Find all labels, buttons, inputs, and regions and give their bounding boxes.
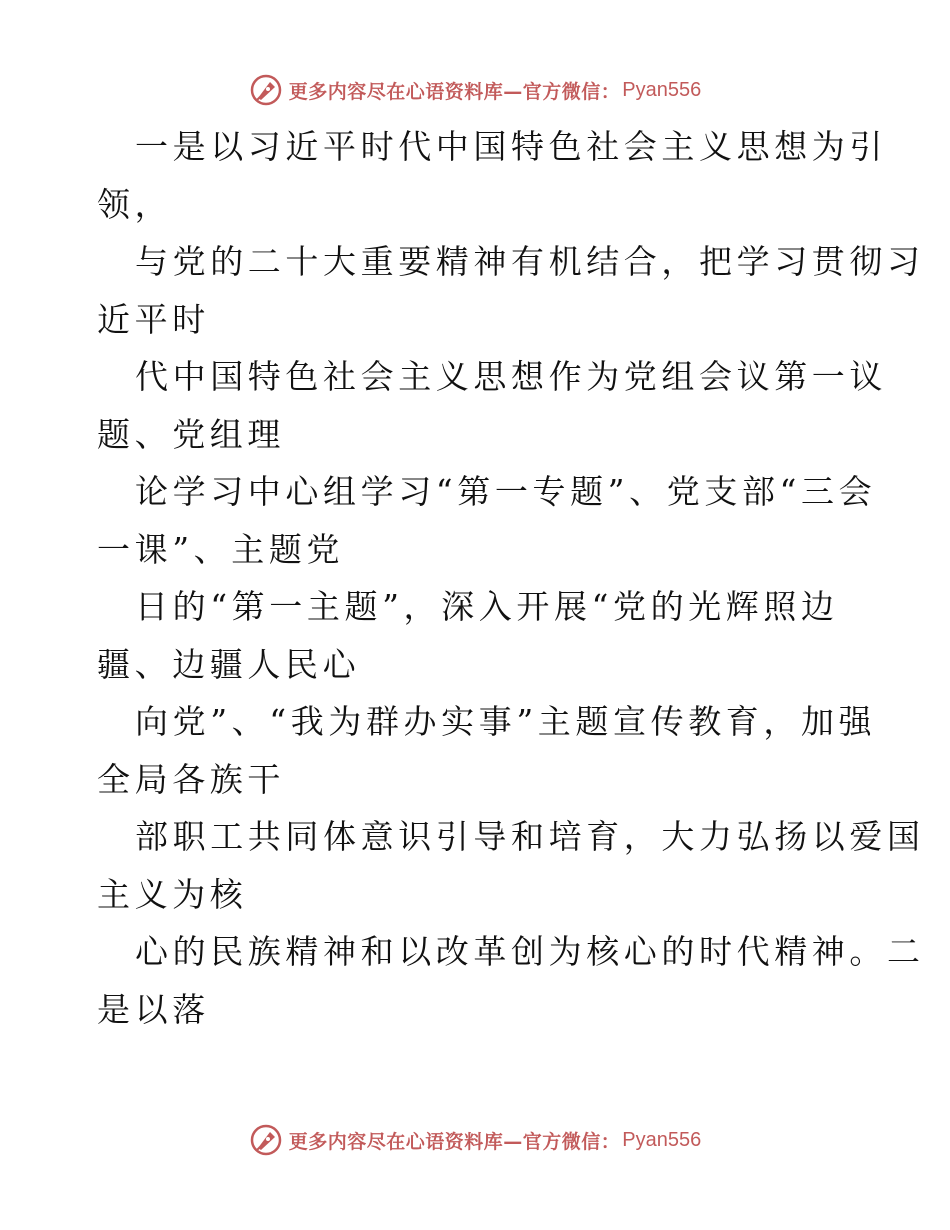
body-line: 向党”、“我为群办实事”主题宣传教育，加强 <box>135 702 877 741</box>
body-line: 近平时 <box>97 299 210 339</box>
body-line: 代中国特色社会主义思想作为党组会议第一议 <box>135 357 887 396</box>
pen-nib-logo-icon <box>249 73 283 107</box>
body-line: 一课”、主题党 <box>97 529 345 569</box>
watermark-text: 更多内容尽在心语资料库—官方微信： <box>288 1130 621 1153</box>
body-line: 与党的二十大重要精神有机结合，把学习贯彻习 <box>135 242 925 281</box>
pen-nib-logo-icon <box>249 1123 283 1157</box>
watermark-wechat-id: Pyan556 <box>622 1128 702 1151</box>
watermark-text: 更多内容尽在心语资料库—官方微信： <box>288 80 621 103</box>
header-watermark <box>0 70 950 110</box>
body-line: 日的“第一主题”，深入开展“党的光辉照边 <box>135 587 839 626</box>
body-line: 主义为核 <box>97 874 248 914</box>
body-line: 全局各族干 <box>97 759 285 799</box>
watermark-wechat-id: Pyan556 <box>622 78 702 101</box>
document-body <box>97 118 925 1038</box>
footer-watermark <box>0 1120 950 1160</box>
body-line: 题、党组理 <box>97 414 285 454</box>
body-line: 心的民族精神和以改革创为核心的时代精神。二 <box>135 932 925 971</box>
body-line: 论学习中心组学习“第一专题”、党支部“三会 <box>135 472 877 511</box>
body-line: 领， <box>97 184 173 224</box>
body-line: 一是以习近平时代中国特色社会主义思想为引 <box>135 127 887 166</box>
body-line: 疆、边疆人民心 <box>97 644 361 684</box>
body-line: 部职工共同体意识引导和培育，大力弘扬以爱国 <box>135 817 925 856</box>
body-line: 是以落 <box>97 989 210 1029</box>
